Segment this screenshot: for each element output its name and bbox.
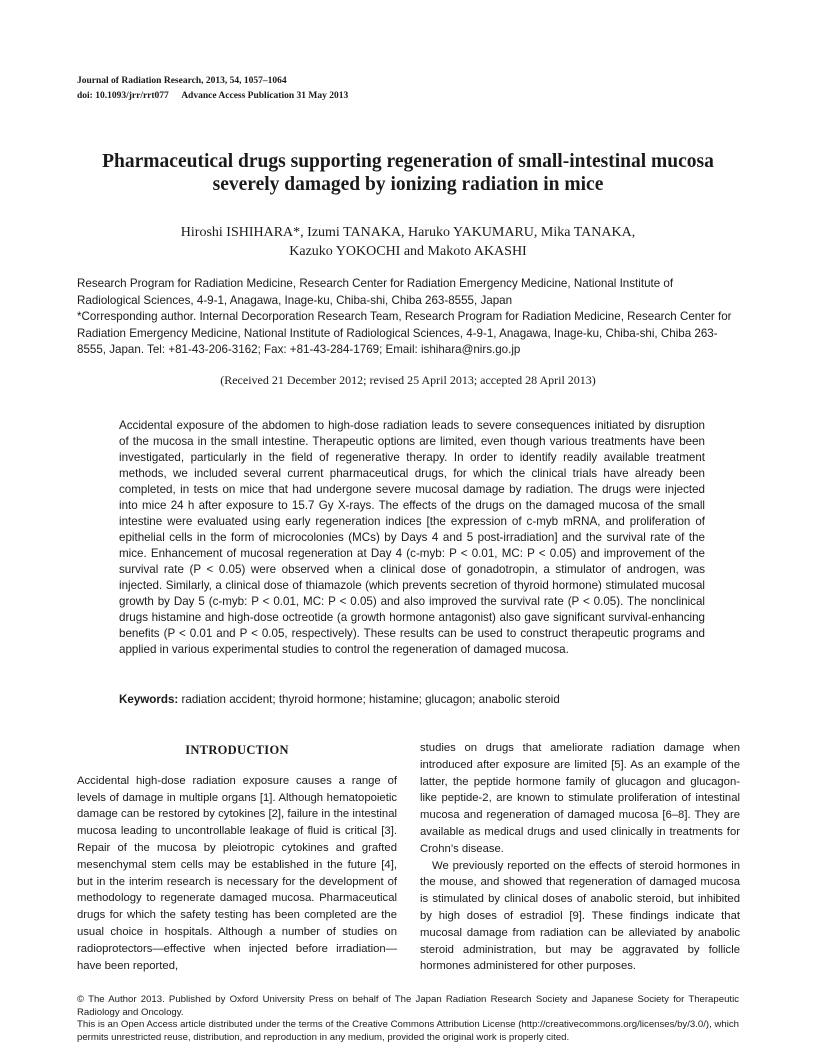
intro-paragraph-1-cont: studies on drugs that ameliorate radiation damage when introduced after exposure are limited [5]. As an example of the latter, the peptide hormone family of glucagon and glucagon-like peptide-2, are known to stimulate proliferation of intestinal mucosa and regeneration of damaged mucosa [6–8]. They are available as medical drugs and used clinically in treatments for Crohn’s disease.: [420, 742, 740, 855]
doi-text: doi: 10.1093/jrr/rrt077: [77, 91, 169, 101]
keywords-text: radiation accident; thyroid hormone; histamine; glucagon; anabolic steroid: [181, 693, 560, 706]
right-column: [420, 740, 740, 975]
affiliation-main: Research Program for Radiation Medicine, Research Center for Radiation Emergency Medicine, National Institute of Radiological Sciences, 4-9-1, Anagawa, Inage-ku, Chiba-shi, Chiba 263-8555, Japan: [77, 277, 674, 307]
authors-line-2: Kazuko YOKOCHI and Makoto AKASHI: [289, 243, 527, 259]
title-line-1: Pharmaceutical drugs supporting regeneration of small-intestinal mucosa: [102, 151, 714, 172]
affiliations: [77, 276, 739, 359]
article-title: [60, 151, 756, 196]
license-footer: [77, 994, 739, 1044]
corresponding-author: *Corresponding author. Internal Decorporation Research Team, Research Program for Radiation Medicine, Research Center for Radiation Emergency Medicine, National Institute of Radiological Sciences, 4-9-1, Anagawa, Inage-ku, Chiba-shi, Chiba 263-8555, Japan. Tel: +81-43-206-3162; Fax: +81-43-284-1769; Email: ishihara@nirs.go.jp: [77, 310, 732, 356]
license-notice: This is an Open Access article distributed under the terms of the Creative Commons Attribution License (http://creativecommons.org/licenses/by/3.0/), which permits unrestricted reuse, distribution, and reproduction in any medium, provided the original work is properly cited.: [77, 1019, 739, 1043]
intro-paragraph-2: We previously reported on the effects of steroid hormones in the mouse, and showed that regeneration of damaged mucosa is stimulated by clinical doses of anabolic steroid, but inhibited by high doses of estradiol [9]. These findings indicate that mucosal damage from radiation can be alleviated by anabolic steroid administration, but may be aggravated by follicle hormones administered for other purposes.: [420, 859, 740, 973]
received-dates: (Received 21 December 2012; revised 25 April 2013; accepted 28 April 2013): [220, 373, 596, 387]
advance-access-text: Advance Access Publication 31 May 2013: [181, 91, 349, 101]
title-line-2: severely damaged by ionizing radiation in mice: [212, 173, 604, 195]
section-heading-introduction: INTRODUCTION: [185, 743, 289, 757]
abstract: [119, 418, 705, 658]
keywords: [119, 692, 705, 708]
author-list: [60, 224, 756, 261]
copyright-notice: © The Author 2013. Published by Oxford University Press on behalf of The Japan Radiation Research Society and Japanese Society for Therapeutic Radiology and Oncology.: [77, 994, 739, 1018]
keywords-label: Keywords:: [119, 693, 179, 706]
abstract-text: Accidental exposure of the abdomen to high-dose radiation leads to severe consequences initiated by disruption of the mucosa in the small intestine. Therapeutic options are limited, even though various treatments have been investigated, particularly in the field of regenerative therapy. In order to identify readily available treatment methods, we included several current pharmaceutical drugs, for which the clinical trials have already been completed, in tests on mice that had undergone severe mucosal damage by radiation. The drugs were injected into mice 24 h after exposure to 15.7 Gy X-rays. The effects of the drugs on the damaged mucosa of the small intestine were evaluated using early regeneration indices [the expression of c-myb mRNA, and proliferation of epithelial cells in the form of microcolonies (MCs) by Days 4 and 5 post-irradiation] and the survival rate of the mice. Enhancement of mucosal regeneration at Day 4 (c-myb: P < 0.01, MC: P < 0.05) and improvement of the survival rate (P < 0.05) were observed when a clinical dose of gonadotropin, a stimulator of androgen, was injected. Similarly, a clinical dose of thiamazole (which prevents secretion of thyroid hormone) stimulated mucosal growth by Day 5 (c-myb: P < 0.01, MC: P < 0.05) and also improved the survival rate (P < 0.05). The nonclinical drugs histamine and high-dose octreotide (a growth hormone antagonist) also gave significant survival-enhancing benefits (P < 0.01 and P < 0.05, respectively). These results can be used to construct therapeutic programs and applied in various experimental studies to control the regeneration of damaged mucosa.: [119, 419, 705, 656]
journal-citation: Journal of Radiation Research, 2013, 54, 1057–1064: [77, 76, 287, 86]
journal-header: [77, 74, 348, 104]
intro-paragraph-1: Accidental high-dose radiation exposure causes a range of levels of damage in multiple organs [1]. Although hematopoietic damage can be restored by cytokines [2], failure in the intestinal mucosa leading to uncontrollable leakage of fluid is critical [3]. Repair of the mucosa by pleiotropic cytokines and grafted mesenchymal stem cells may be established in the future [4], but in the interim research is necessary for the development of methodology to regenerate damaged mucosa. Pharmaceutical drugs for which the safety testing has been completed are the usual choice in hospitals. Although a number of studies on radioprotectors—effective when injected before irradiation—have been reported,: [77, 774, 397, 972]
left-column: [77, 740, 397, 974]
authors-line-1: Hiroshi ISHIHARA*, Izumi TANAKA, Haruko YAKUMARU, Mika TANAKA,: [180, 225, 636, 240]
